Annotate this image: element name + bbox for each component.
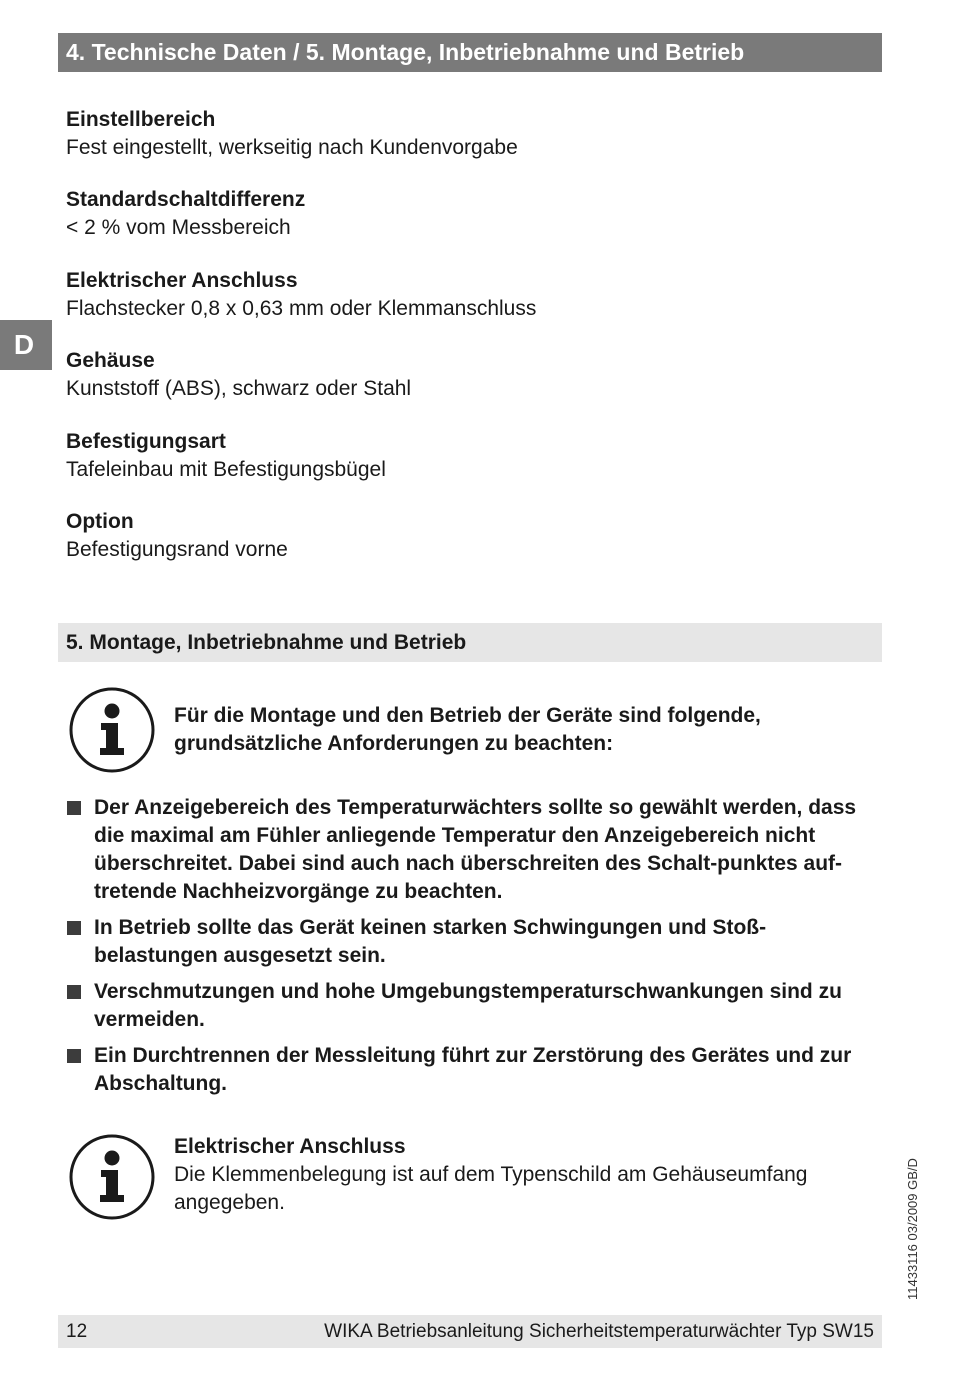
document-code: 11433116 03/2009 GB/D: [905, 1158, 920, 1300]
list-item-text: In Betrieb sollte das Gerät keinen starken Schwingungen und Stoß-belastungen ausgesetzt sein.: [94, 916, 767, 967]
language-tab: D: [0, 320, 52, 370]
list-item: [66, 1042, 882, 1098]
requirements-list: [66, 794, 882, 1106]
spec-title: Standardschaltdifferenz: [66, 188, 306, 211]
spec-value: Kunststoff (ABS), schwarz oder Stahl: [66, 377, 412, 400]
info-icon: [68, 686, 156, 774]
spec-elektrischer-anschluss: [66, 267, 866, 323]
spec-value: < 2 % vom Messbereich: [66, 216, 291, 239]
info-note-text: Die Klemmenbelegung ist auf dem Typenschild am Gehäuseumfang angegeben.: [174, 1163, 808, 1214]
list-item-text: Verschmutzungen und hohe Umgebungstemperaturschwankungen sind zu vermeiden.: [94, 980, 842, 1031]
square-bullet-icon: [67, 985, 81, 999]
spec-option: [66, 508, 866, 564]
square-bullet-icon: [67, 1049, 81, 1063]
list-item-text: Ein Durchtrennen der Messleitung führt zur Zerstörung des Gerätes und zur Abschaltung.: [94, 1044, 852, 1095]
spec-title: Elektrischer Anschluss: [66, 269, 298, 292]
spec-gehaeuse: [66, 347, 866, 403]
info-note-title: Elektrischer Anschluss: [174, 1135, 406, 1158]
spec-title: Befestigungsart: [66, 430, 226, 453]
spec-title: Option: [66, 510, 134, 533]
spec-value: Tafeleinbau mit Befestigungsbügel: [66, 458, 386, 481]
list-item: [66, 914, 882, 970]
footer-doc-title: WIKA Betriebsanleitung Sicherheitstemperaturwächter Typ SW15: [324, 1320, 874, 1342]
page-section-header: 4. Technische Daten / 5. Montage, Inbetriebnahme und Betrieb: [58, 33, 882, 72]
spec-value: Fest eingestellt, werkseitig nach Kundenvorgabe: [66, 136, 518, 159]
square-bullet-icon: [67, 921, 81, 935]
list-item: [66, 978, 882, 1034]
spec-value: Befestigungsrand vorne: [66, 538, 288, 561]
page-footer: [58, 1315, 882, 1348]
list-item: [66, 794, 882, 906]
spec-einstellbereich: [66, 106, 866, 162]
spec-schaltdifferenz: [66, 186, 866, 242]
section-5-header: 5. Montage, Inbetriebnahme und Betrieb: [58, 623, 882, 662]
spec-befestigungsart: [66, 428, 866, 484]
info-intro-text: Für die Montage und den Betrieb der Geräte sind folgende, grundsätzliche Anforderungen zu beachten:: [174, 704, 761, 755]
square-bullet-icon: [67, 801, 81, 815]
info-note: [174, 1133, 874, 1217]
page-number: 12: [66, 1320, 88, 1342]
spec-title: Gehäuse: [66, 349, 155, 372]
spec-value: Flachstecker 0,8 x 0,63 mm oder Klemmanschluss: [66, 297, 537, 320]
info-icon: [68, 1133, 156, 1221]
list-item-text: Der Anzeigebereich des Temperaturwächters sollte so gewählt werden, dass die maximal am Fühler anliegende Temperatur den Anzeigebereich nicht überschreitet. Dabei sind auch nach überschreiten des Schalt-punktes auf-tretende Nachheizvorgänge zu beachten.: [94, 796, 857, 903]
spec-title: Einstellbereich: [66, 108, 216, 131]
